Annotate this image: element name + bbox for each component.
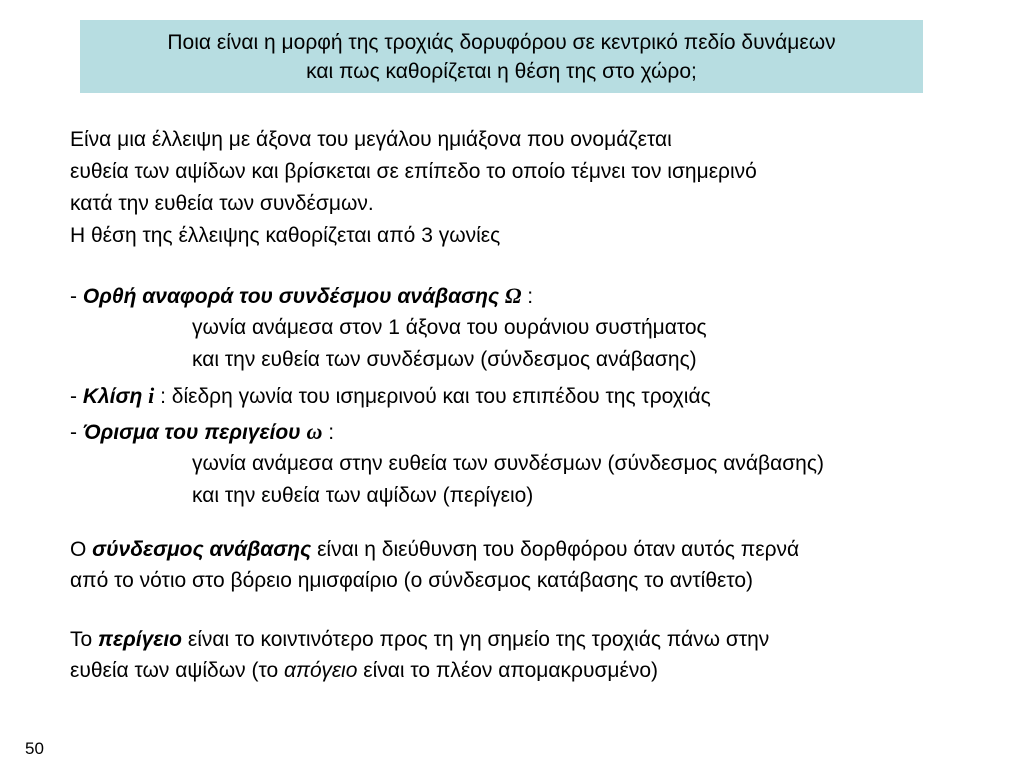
title-line-2: και πως καθορίζεται η θέση της στο χώρο; bbox=[306, 59, 697, 83]
intro-line-2: ευθεία των αψίδων και βρίσκεται σε επίπεδο το οποίο τέμνει τον ισημερινό bbox=[70, 160, 757, 183]
perigee-def-rest: είναι το κοιντινότερο προς τη γη σημείο της τροχιάς πάνω στην bbox=[182, 628, 770, 651]
perigee-arg-desc-1: γωνία ανάμεσα στην ευθεία των συνδέσμων (σύνδεσμος ανάβασης) bbox=[192, 452, 824, 475]
perigee-definition-line-1 bbox=[70, 624, 990, 655]
perigee-arg-dash: - bbox=[70, 421, 83, 444]
node-def-prefix: Ο bbox=[70, 538, 93, 561]
perigee-arg-symbol: ω bbox=[306, 419, 323, 444]
raan-dash: - bbox=[70, 285, 83, 308]
perigee-arg-desc-2: και την ευθεία των αψίδων (περίγειο) bbox=[192, 484, 534, 507]
perigee-def-line2-b: είναι το πλέον απομακρυσμένο) bbox=[357, 659, 659, 682]
raan-colon: : bbox=[521, 285, 534, 308]
raan-label: Ορθή αναφορά του συνδέσμου ανάβασης bbox=[82, 285, 500, 308]
perigee-def-prefix: Το bbox=[70, 628, 99, 651]
raan-symbol: Ω bbox=[504, 283, 522, 308]
perigee-arg-item bbox=[70, 416, 990, 448]
title-line-1: Ποια είναι η μορφή της τροχιάς δορυφόρου σε κεντρικό πεδίο δυνάμεων bbox=[167, 30, 836, 54]
inclination-label: Κλίση bbox=[82, 385, 143, 408]
question-title-box bbox=[80, 20, 923, 93]
node-definition-line-1 bbox=[70, 534, 990, 565]
intro-line-1: Είνα μια έλλειψη με άξονα του μεγάλου ημιάξονα που ονομάζεται bbox=[70, 128, 672, 151]
perigee-def-line2-a: ευθεία των αψίδων (το bbox=[70, 659, 284, 682]
perigee-definition-line-2 bbox=[70, 655, 990, 686]
intro-line-4: Η θέση της έλλειψης καθορίζεται από 3 γωνίες bbox=[70, 224, 501, 247]
node-definition-line-2: από το νότιο στο βόρειο ημισφαίριο (ο σύνδεσμος κατάβασης το αντίθετο) bbox=[70, 569, 754, 592]
inclination-item bbox=[70, 380, 990, 412]
intro-line-3: κατά την ευθεία των συνδέσμων. bbox=[70, 192, 374, 215]
raan-desc-1: γωνία ανάμεσα στον 1 άξονα του ουράνιου συστήματος bbox=[192, 316, 707, 339]
node-def-rest: είναι η διεύθυνση του δορθφόρου όταν αυτός περνά bbox=[311, 538, 800, 561]
raan-item bbox=[70, 280, 990, 312]
inclination-symbol: i bbox=[148, 383, 155, 408]
perigee-arg-colon: : bbox=[322, 421, 335, 444]
perigee-def-term: περίγειο bbox=[98, 628, 182, 651]
inclination-desc: : δίεδρη γωνία του ισημερινού και του επιπέδου της τροχιάς bbox=[154, 385, 711, 408]
page-number: 50 bbox=[25, 739, 44, 758]
raan-desc-2: και την ευθεία των συνδέσμων (σύνδεσμος ανάβασης) bbox=[192, 348, 697, 371]
apogee-term: απόγειο bbox=[283, 659, 358, 682]
slide-body bbox=[70, 124, 990, 686]
inclination-dash: - bbox=[70, 385, 83, 408]
perigee-arg-label: Όρισμα του περιγείου bbox=[82, 421, 301, 444]
node-def-term: σύνδεσμος ανάβασης bbox=[92, 538, 312, 561]
